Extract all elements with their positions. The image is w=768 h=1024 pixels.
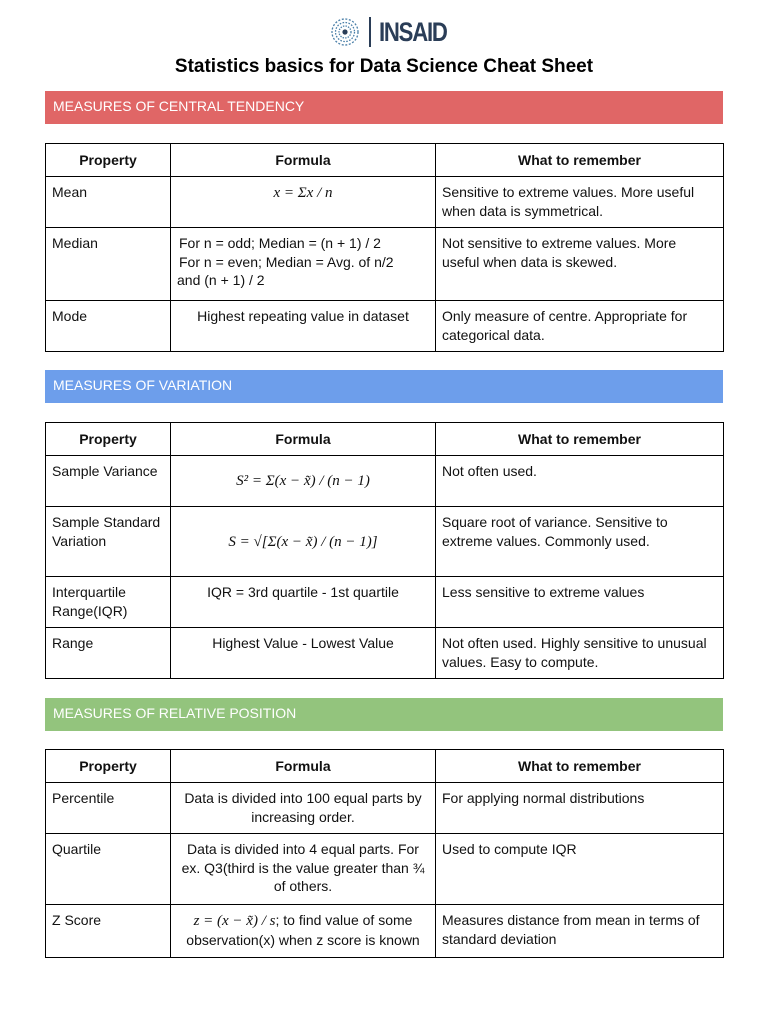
- remember-cell: Square root of variance. Sensitive to extreme values. Commonly used.: [436, 507, 724, 577]
- property-cell: Mean: [46, 177, 171, 228]
- table-row: [46, 834, 724, 905]
- property-cell: Mode: [46, 301, 171, 352]
- remember-cell: Measures distance from mean in terms of standard deviation: [436, 905, 724, 958]
- header-property: Property: [46, 144, 171, 177]
- table-row: [46, 301, 724, 352]
- formula-cell: Data is divided into 100 equal parts by increasing order.: [171, 783, 436, 834]
- property-cell: Median: [46, 228, 171, 301]
- table-header-row: [46, 423, 724, 456]
- formula-text: x = Σx / n: [273, 185, 333, 201]
- formula-cell: [171, 507, 436, 577]
- table-row: [46, 905, 724, 958]
- relative-position-table: [45, 749, 724, 958]
- section-heading-central-tendency: MEASURES OF CENTRAL TENDENCY: [45, 91, 723, 124]
- table-row: [46, 507, 724, 577]
- remember-cell: Used to compute IQR: [436, 834, 724, 905]
- logo-wordmark: INSAID: [379, 16, 447, 47]
- table-header-row: [46, 144, 724, 177]
- remember-cell: For applying normal distributions: [436, 783, 724, 834]
- table-row: [46, 783, 724, 834]
- central-tendency-table: [45, 143, 724, 352]
- page-title: Statistics basics for Data Science Cheat Sheet: [174, 56, 594, 77]
- insaid-emblem-icon: [329, 16, 361, 48]
- header-remember: What to remember: [436, 750, 724, 783]
- header-remember: What to remember: [436, 144, 724, 177]
- remember-cell: Less sensitive to extreme values: [436, 577, 724, 628]
- header-formula: Formula: [171, 423, 436, 456]
- formula-cell: [171, 456, 436, 507]
- property-cell: Sample Standard Variation: [46, 507, 171, 577]
- formula-math: z = (x − x̃) / s: [193, 913, 276, 929]
- remember-cell: Not often used. Highly sensitive to unusual values. Easy to compute.: [436, 628, 724, 679]
- table-row: [46, 177, 724, 228]
- header-property: Property: [46, 423, 171, 456]
- formula-cell: Highest repeating value in dataset: [171, 301, 436, 352]
- insaid-logo: [0, 14, 768, 50]
- table-header-row: [46, 750, 724, 783]
- table-row: [46, 456, 724, 507]
- formula-text: S = √[Σ(x − x̃) / (n − 1)]: [228, 533, 378, 550]
- remember-cell: Not sensitive to extreme values. More useful when data is skewed.: [436, 228, 724, 301]
- property-cell: Percentile: [46, 783, 171, 834]
- table-row: [46, 577, 724, 628]
- property-cell: Sample Variance: [46, 456, 171, 507]
- remember-cell: Not often used.: [436, 456, 724, 507]
- formula-cell: [171, 905, 436, 958]
- header-remember: What to remember: [436, 423, 724, 456]
- property-cell: Z Score: [46, 905, 171, 958]
- formula-text: S² = Σ(x − x̃) / (n − 1): [236, 473, 370, 490]
- table-row: [46, 628, 724, 679]
- property-cell: Interquartile Range(IQR): [46, 577, 171, 628]
- variation-table: [45, 422, 724, 679]
- formula-cell: [171, 228, 436, 301]
- formula-text: ; to find value of some observation(x) when z score is known: [186, 912, 420, 948]
- table-row: [46, 228, 724, 301]
- section-heading-variation: MEASURES OF VARIATION: [45, 370, 723, 403]
- formula-line: For n = even; Median = Avg. of n/2: [179, 253, 394, 270]
- formula-cell: [171, 177, 436, 228]
- formula-line: For n = odd; Median = (n + 1) / 2: [179, 235, 381, 251]
- remember-cell: Sensitive to extreme values. More useful when data is symmetrical.: [436, 177, 724, 228]
- header-formula: Formula: [171, 144, 436, 177]
- formula-cell: IQR = 3rd quartile - 1st quartile: [171, 577, 436, 628]
- header-property: Property: [46, 750, 171, 783]
- header-formula: Formula: [171, 750, 436, 783]
- formula-cell: Data is divided into 4 equal parts. For ex. Q3(third is the value greater than ¾ of others.: [171, 834, 436, 905]
- remember-cell: Only measure of centre. Appropriate for categorical data.: [436, 301, 724, 352]
- section-heading-relative-position: MEASURES OF RELATIVE POSITION: [45, 698, 723, 731]
- property-cell: Quartile: [46, 834, 171, 905]
- formula-cell: Highest Value - Lowest Value: [171, 628, 436, 679]
- property-cell: Range: [46, 628, 171, 679]
- logo-divider: [369, 17, 371, 47]
- formula-line: and (n + 1) / 2: [177, 272, 265, 288]
